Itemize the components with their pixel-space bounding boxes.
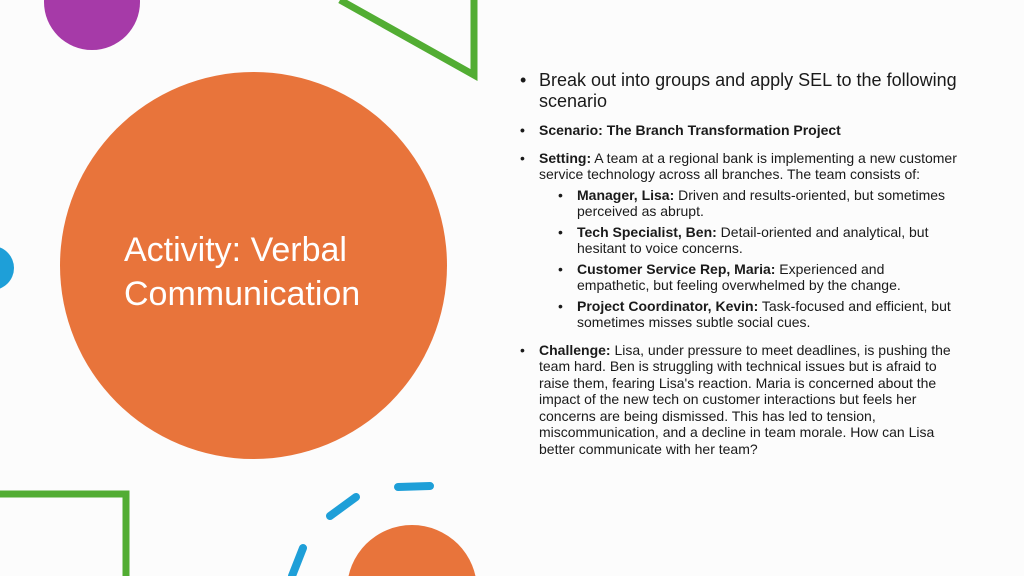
slide-title: Activity: Verbal Communication <box>124 231 361 313</box>
green-frame-decoration-bottom <box>0 494 126 576</box>
purple-circle-decoration <box>44 0 140 50</box>
member-item <box>539 224 960 257</box>
green-triangle-decoration-top <box>340 0 474 75</box>
member-label: Tech Specialist, Ben: <box>577 223 717 240</box>
member-text: Detail-oriented and analytical, but hesitant to voice concerns. <box>577 223 929 256</box>
challenge-text: Lisa, under pressure to meet deadlines, is pushing the team hard. Ben is struggling with technical issues but is afraid to raise them, fearing Lisa's reaction. Maria is concerned about the impact of the new tech on customer interactions but feels her concerns are being dismissed. This has led to tension, miscommunication, and a decline in team morale. How can Lisa better communicate with her team? <box>539 341 951 457</box>
member-item <box>539 298 960 331</box>
member-label: Customer Service Rep, Maria: <box>577 260 776 277</box>
member-label: Manager, Lisa: <box>577 186 675 203</box>
challenge-label: Challenge: <box>539 341 611 358</box>
team-members-list <box>539 187 960 331</box>
member-item <box>539 187 960 220</box>
scenario-bullet: • Scenario: The Branch Transformation Project <box>520 122 960 139</box>
slide-content <box>520 70 960 468</box>
member-text: Driven and results-oriented, but sometimes perceived as abrupt. <box>577 186 946 219</box>
challenge-bullet <box>520 342 960 458</box>
orange-circle-decoration-bottom <box>347 525 477 576</box>
setting-label: Setting: <box>539 149 592 166</box>
setting-bullet <box>520 150 960 331</box>
setting-text: A team at a regional bank is implementing a new customer service technology across all branches. The team consists of: <box>539 149 957 182</box>
member-item <box>539 261 960 294</box>
member-text: Experienced and empathetic, but feeling overwhelmed by the change. <box>577 260 901 293</box>
intro-bullet: • Break out into groups and apply SEL to the following scenario <box>520 70 960 112</box>
member-label: Project Coordinator, Kevin: <box>577 297 759 314</box>
blue-circle-decoration <box>0 246 14 290</box>
member-text: Task-focused and efficient, but sometimes misses subtle social cues. <box>577 297 951 330</box>
bullet-list <box>520 70 960 457</box>
